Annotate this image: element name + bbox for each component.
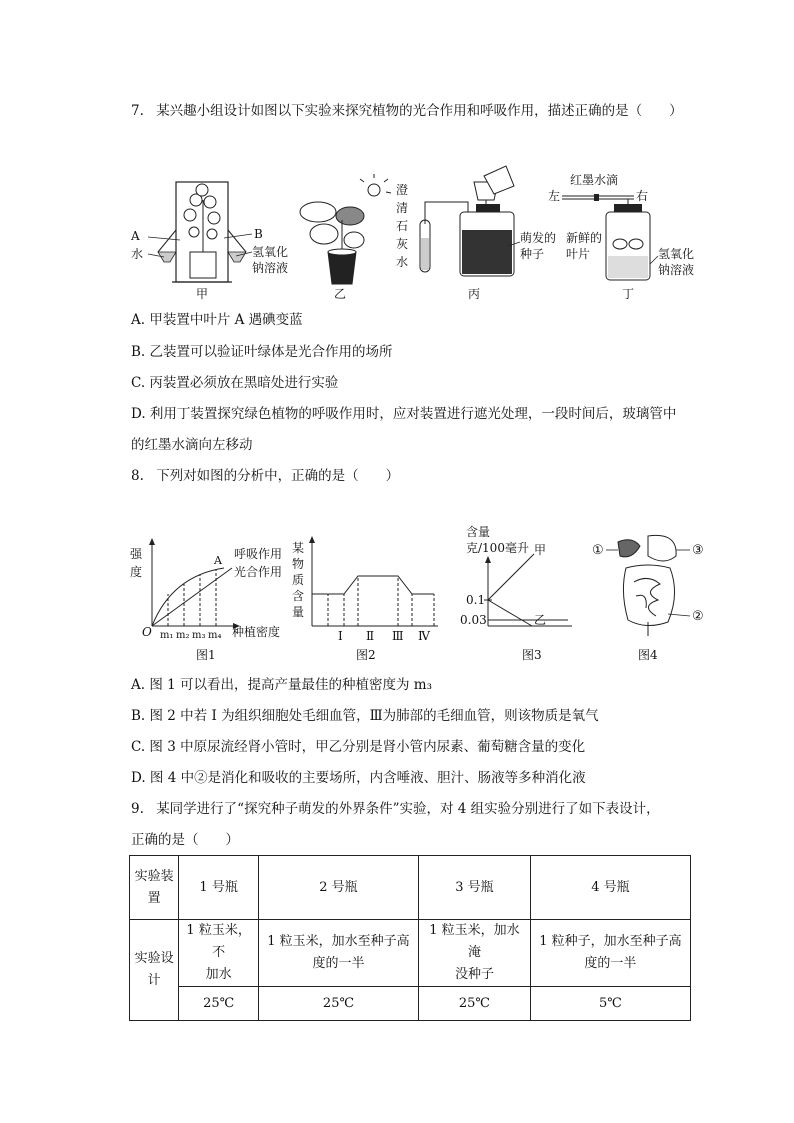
table-row <box>130 920 691 987</box>
experiment-design-table <box>129 855 691 1021</box>
q8-option-c[interactable]: C. 图 3 中原尿流经肾小管时，甲乙分别是肾小管内尿素、葡萄糖含量的变化 <box>131 739 586 755</box>
fig3-tick-0-03: 0.03 <box>460 613 487 627</box>
fig1-tick-m1: m₁ <box>160 630 174 641</box>
table-cell-bottle-3-design: 1 粒玉米，加水淹 没种子 <box>419 920 531 987</box>
question-8-stem <box>131 466 711 486</box>
q8-figures <box>128 522 718 667</box>
question-text: 下列对如图的分析中，正确的是（ ） <box>156 468 400 484</box>
label-yepian: 叶片 <box>566 247 591 261</box>
label-shi: 石 <box>396 219 409 233</box>
fig2-ylabel-3: 质 <box>292 573 305 587</box>
label-xinxian: 新鲜的 <box>566 231 603 245</box>
caption-ding: 丁 <box>622 287 635 301</box>
fig2-ylabel-5: 量 <box>292 605 305 619</box>
table-row <box>130 856 691 920</box>
fig3-series-yi: 乙 <box>534 613 547 627</box>
table-row <box>130 987 691 1021</box>
apparatus-yi <box>300 174 391 301</box>
fig4-label-1: ① <box>592 543 604 558</box>
label-qing: 清 <box>396 201 409 215</box>
table-cell-bottle-1-design: 1 粒玉米，不 加水 <box>179 920 259 987</box>
fig4-caption: 图4 <box>638 648 658 662</box>
question-text-line1: 某同学进行了“探究种子萌发的外界条件”实验，对 4 组实验分别进行了如下表设计， <box>156 801 660 817</box>
fig1-legend-respiration: 呼吸作用 <box>234 547 283 561</box>
fig3-ylabel-1: 含量 <box>466 525 491 539</box>
table-cell-bottle-1-temp: 25℃ <box>179 987 259 1021</box>
q7-apparatus-figure <box>128 160 708 305</box>
label-naoh-2b: 钠溶液 <box>658 263 695 277</box>
fig3-caption: 图3 <box>522 648 542 662</box>
table-cell-bottle-3-temp: 25℃ <box>419 987 531 1021</box>
label-mengfa: 萌发的 <box>520 231 557 245</box>
fig2-ylabel-4: 含 <box>292 589 305 603</box>
figure-2 <box>292 536 438 662</box>
figure-1 <box>130 538 282 662</box>
q7-option-a[interactable]: A. 甲装置中叶片 A 遇碘变蓝 <box>131 312 303 328</box>
label-water: 水 <box>131 247 144 261</box>
table-header-bottle-3: 3 号瓶 <box>419 856 531 920</box>
question-number: 7. <box>131 103 144 119</box>
table-header-bottle-1: 1 号瓶 <box>179 856 259 920</box>
table-header-device: 实验装 置 <box>130 856 179 920</box>
fig1-ylabel-a: 强 <box>130 547 143 561</box>
table-header-bottle-2: 2 号瓶 <box>258 856 418 920</box>
fig2-caption: 图2 <box>356 648 376 662</box>
fig1-tick-m3: m₃ <box>192 630 206 641</box>
question-number: 8. <box>131 468 144 484</box>
question-text: 某兴趣小组设计如图以下实验来探究植物的光合作用和呼吸作用，描述正确的是（ ） <box>156 103 683 119</box>
question-number: 9. <box>131 801 144 817</box>
fig1-caption: 图1 <box>196 648 216 662</box>
fig1-legend-photosynthesis: 光合作用 <box>234 565 283 579</box>
fig2-ylabel-1: 某 <box>292 541 305 555</box>
q7-option-d-continued: 的红墨水滴向左移动 <box>131 437 253 453</box>
fig3-tick-0-1: 0.1 <box>466 593 486 607</box>
q7-option-d[interactable]: D. 利用丁装置探究绿色植物的呼吸作用时，应对装置进行遮光处理，一段时间后，玻璃管中 <box>131 406 677 422</box>
question-9-stem-line2: 正确的是（ ） <box>131 832 239 848</box>
fig3-series-jia: 甲 <box>534 543 547 557</box>
apparatus-jia <box>130 182 288 301</box>
q7-option-c[interactable]: C. 丙装置必须放在黑暗处进行实验 <box>131 375 339 391</box>
fig2-ylabel-2: 物 <box>292 557 305 571</box>
label-naoh-2a: 氢氧化 <box>658 247 695 261</box>
label-you: 右 <box>636 189 649 203</box>
q8-option-a[interactable]: A. 图 1 可以看出，提高产量最佳的种植密度为 m₃ <box>131 677 433 693</box>
fig2-tick-1: Ⅰ <box>338 629 343 643</box>
table-cell-bottle-2-temp: 25℃ <box>258 987 418 1021</box>
q8-option-d[interactable]: D. 图 4 中②是消化和吸收的主要场所，内含唾液、胆汁、肠液等多种消化液 <box>131 770 586 786</box>
label-shui: 水 <box>396 255 409 269</box>
table-cell-bottle-4-design: 1 粒种子，加水至种子高 度的一半 <box>530 920 690 987</box>
caption-yi: 乙 <box>334 287 347 301</box>
caption-bing: 丙 <box>468 287 481 301</box>
fig4-label-3: ③ <box>692 543 704 558</box>
figure-4 <box>592 535 704 662</box>
fig2-tick-3: Ⅲ <box>392 629 404 643</box>
label-naoh-1a: 氢氧化 <box>252 245 289 259</box>
label-zhongzi: 种子 <box>520 247 545 261</box>
label-cheng: 澄 <box>396 183 409 197</box>
fig1-tick-m2: m₂ <box>176 630 190 641</box>
fig1-ylabel-b: 度 <box>130 565 143 579</box>
table-header-bottle-4: 4 号瓶 <box>530 856 690 920</box>
q7-option-b[interactable]: B. 乙装置可以验证叶绿体是光合作用的场所 <box>131 344 393 360</box>
fig1-origin: O <box>142 625 152 639</box>
fig1-tick-m4: m₄ <box>208 630 222 641</box>
q8-option-b[interactable]: B. 图 2 中若 Ⅰ 为组织细胞处毛细血管，Ⅲ为肺部的毛细血管，则该物质是氧气 <box>131 708 599 724</box>
fig2-tick-2: Ⅱ <box>366 629 375 643</box>
question-7-stem <box>131 101 711 121</box>
label-naoh-1b: 钠溶液 <box>252 261 289 275</box>
table-cell-bottle-2-design: 1 粒玉米，加水至种子高 度的一半 <box>258 920 418 987</box>
label-leaf-a: A <box>131 229 140 243</box>
label-hui: 灰 <box>396 237 409 251</box>
fig2-tick-4: Ⅳ <box>418 629 430 643</box>
label-hongmo: 红墨水滴 <box>570 173 619 187</box>
label-leaf-b: B <box>254 227 263 241</box>
label-zuo: 左 <box>548 189 561 203</box>
figure-3 <box>460 525 572 662</box>
fig4-label-2: ② <box>692 609 704 624</box>
fig3-ylabel-2: 克/100毫升 <box>466 541 529 555</box>
fig1-xlabel: 种植密度 <box>232 625 281 639</box>
question-9-stem <box>131 799 711 819</box>
table-header-design: 实验设 计 <box>130 920 179 1021</box>
apparatus-ding <box>548 172 694 301</box>
apparatus-bing <box>396 166 556 301</box>
table-cell-bottle-4-temp: 5℃ <box>530 987 690 1021</box>
fig1-point-a: A <box>214 554 222 567</box>
caption-jia: 甲 <box>196 287 209 301</box>
